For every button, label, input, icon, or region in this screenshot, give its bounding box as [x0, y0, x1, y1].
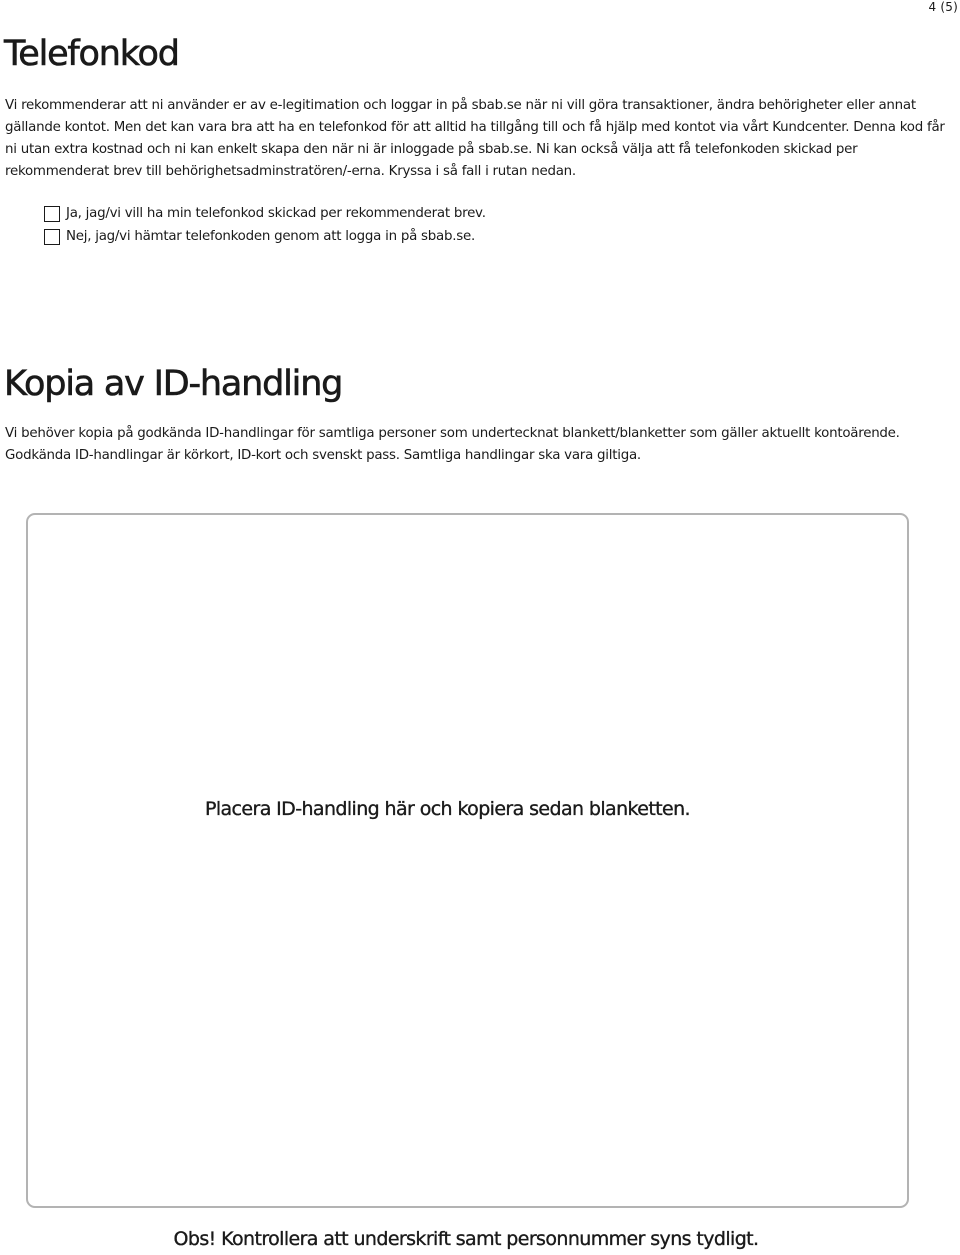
kopia-heading: Kopia av ID-handling: [4, 364, 343, 404]
send-by-mail-checkbox[interactable]: [44, 206, 60, 222]
option-fetch-online[interactable]: [44, 225, 486, 248]
option-label: Nej, jag/vi hämtar telefonkoden genom att logga in på sbab.se.: [66, 229, 475, 244]
signature-notice: Obs! Kontrollera att underskrift samt personnummer syns tydligt.: [173, 1228, 759, 1250]
option-label: Ja, jag/vi vill ha min telefonkod skickad per rekommenderat brev.: [66, 206, 486, 221]
kopia-paragraph: Vi behöver kopia på godkända ID-handlingar för samtliga personer som undertecknat blankett/blanketter som gäller aktuellt kontoärende. Godkända ID-handlingar är körkort, ID-kort och svenskt pass. Samtliga handlingar ska vara giltiga.: [5, 426, 900, 463]
page-number: 4 (5): [928, 0, 958, 14]
id-document-placement-area: [26, 513, 909, 1208]
id-box-label: Placera ID-handling här och kopiera sedan blanketten.: [204, 798, 691, 820]
telefonkod-paragraph: Vi rekommenderar att ni använder er av e-legitimation och loggar in på sbab.se när ni vill göra transaktioner, ändra behörigheter eller annat gällande kontot. Men det kan vara bra att ha en telefonkod för att alltid ha tillgång till och få hjälp med kontot via vårt Kundcenter. Denna kod får ni utan extra kostnad och ni kan enkelt skapa den när ni är inloggade på sbab.se. Ni kan också välja att få telefonkoden skickad per rekommenderat brev till behörighetsadminstratören/-erna. Kryssa i så fall i rutan nedan.: [5, 98, 945, 179]
telefonkod-heading: Telefonkod: [4, 34, 179, 74]
fetch-online-checkbox[interactable]: [44, 229, 60, 245]
option-send-by-mail[interactable]: [44, 202, 486, 225]
telefonkod-options: [44, 202, 486, 248]
